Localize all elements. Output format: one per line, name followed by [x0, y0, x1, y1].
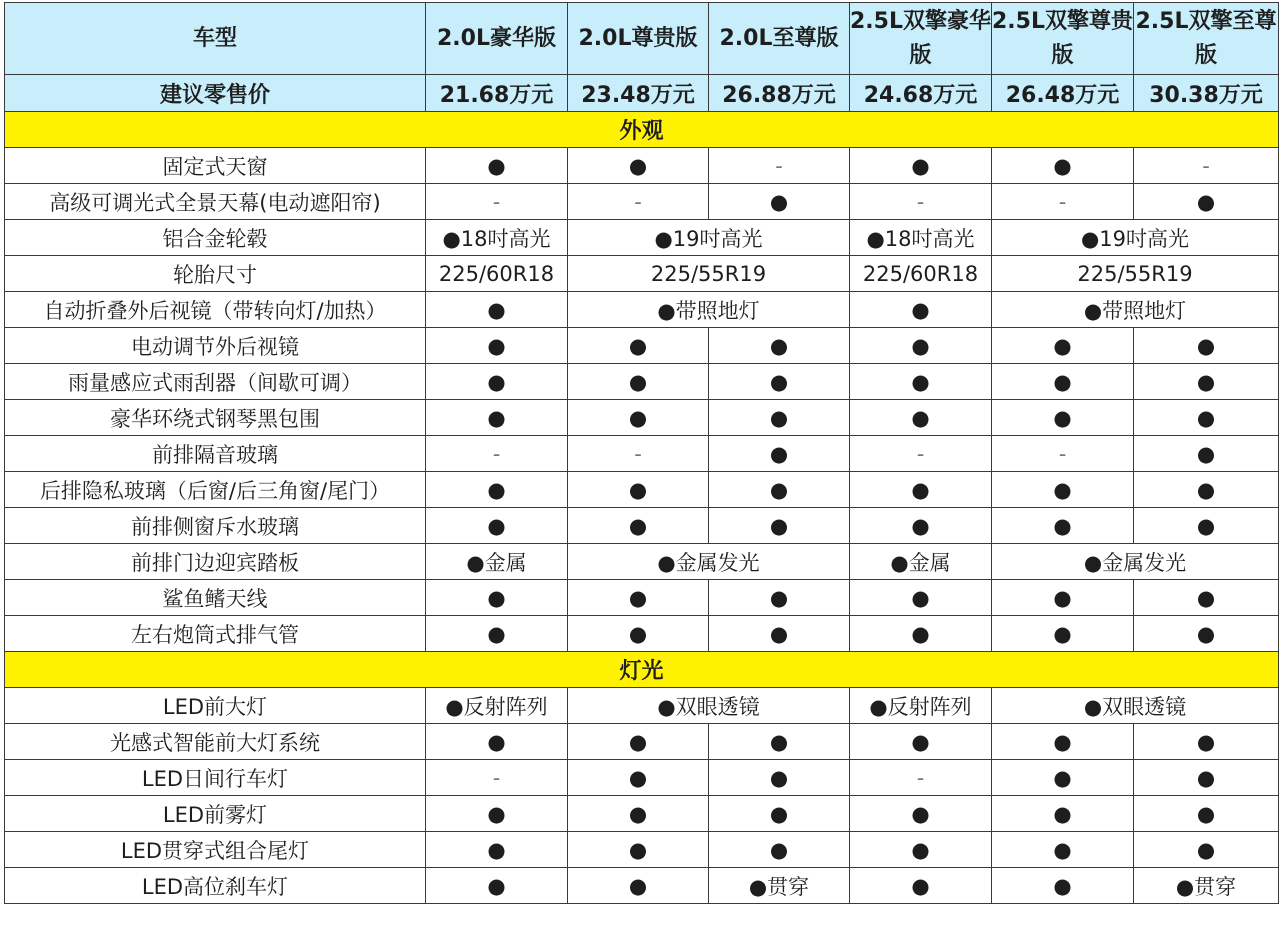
feature-value: ● [426, 616, 568, 652]
feature-value: ● [992, 796, 1134, 832]
feature-value: ● [1134, 832, 1279, 868]
feature-row [5, 184, 1279, 220]
feature-value: ● [1134, 184, 1279, 220]
feature-value: ● [568, 328, 709, 364]
feature-value: ● [709, 796, 850, 832]
feature-row [5, 868, 1279, 904]
header-model-label: 车型 [5, 3, 426, 75]
feature-name: 前排门边迎宾踏板 [5, 544, 426, 580]
feature-value: ● [992, 868, 1134, 904]
feature-value: ● [850, 400, 992, 436]
feature-value: ● [426, 364, 568, 400]
feature-value-dash: - [992, 184, 1134, 220]
feature-value: ● [426, 832, 568, 868]
feature-value: ● [992, 400, 1134, 436]
feature-row [5, 436, 1279, 472]
feature-row [5, 796, 1279, 832]
section-header-row [5, 652, 1279, 688]
feature-value: ● [709, 724, 850, 760]
feature-value: ● [709, 832, 850, 868]
feature-name: 前排侧窗斥水玻璃 [5, 508, 426, 544]
feature-value: ● [1134, 580, 1279, 616]
feature-value: ● [568, 148, 709, 184]
feature-value: ●金属 [850, 544, 992, 580]
feature-row [5, 544, 1279, 580]
feature-value: ● [426, 508, 568, 544]
price-value: 21.68万元 [426, 75, 568, 112]
section-title-lighting: 灯光 [5, 652, 1279, 688]
feature-value: ● [850, 724, 992, 760]
section-title-exterior: 外观 [5, 112, 1279, 148]
feature-value-dash: - [426, 760, 568, 796]
feature-value: ● [992, 328, 1134, 364]
feature-value: ●贯穿 [709, 868, 850, 904]
feature-value: ● [568, 508, 709, 544]
feature-value: ● [992, 580, 1134, 616]
feature-value: ● [1134, 472, 1279, 508]
feature-value: ● [1134, 436, 1279, 472]
feature-name: 后排隐私玻璃（后窗/后三角窗/尾门） [5, 472, 426, 508]
feature-value-dash: - [850, 436, 992, 472]
feature-value: ● [1134, 328, 1279, 364]
feature-value: ●贯穿 [1134, 868, 1279, 904]
feature-value: ● [709, 400, 850, 436]
feature-value-dash: - [568, 436, 709, 472]
price-row [5, 75, 1279, 112]
feature-name: LED日间行车灯 [5, 760, 426, 796]
feature-value: ● [850, 364, 992, 400]
feature-value: ● [850, 148, 992, 184]
header-row [5, 3, 1279, 75]
price-value: 30.38万元 [1134, 75, 1279, 112]
feature-name: 前排隔音玻璃 [5, 436, 426, 472]
feature-value-dash: - [709, 148, 850, 184]
feature-value: ● [992, 364, 1134, 400]
feature-value: ● [568, 400, 709, 436]
header-trim: 2.5L双擎尊贵版 [992, 3, 1134, 75]
feature-value: ● [709, 364, 850, 400]
header-trim: 2.0L尊贵版 [568, 3, 709, 75]
feature-name: 鲨鱼鳍天线 [5, 580, 426, 616]
feature-value: ● [709, 508, 850, 544]
feature-row [5, 724, 1279, 760]
feature-value: ● [568, 364, 709, 400]
feature-row [5, 832, 1279, 868]
feature-name: 高级可调光式全景天幕(电动遮阳帘) [5, 184, 426, 220]
feature-value: ● [426, 868, 568, 904]
feature-value: ● [568, 580, 709, 616]
feature-value: ● [568, 796, 709, 832]
feature-value: ●双眼透镜 [992, 688, 1279, 724]
feature-value: ● [709, 760, 850, 796]
price-label: 建议零售价 [5, 75, 426, 112]
feature-value: ● [850, 580, 992, 616]
feature-name: LED贯穿式组合尾灯 [5, 832, 426, 868]
price-value: 26.48万元 [992, 75, 1134, 112]
feature-value-dash: - [850, 760, 992, 796]
feature-value-dash: - [568, 184, 709, 220]
feature-value: 225/60R18 [426, 256, 568, 292]
feature-value-dash: - [426, 184, 568, 220]
feature-value-dash: - [850, 184, 992, 220]
feature-value: ●18吋高光 [850, 220, 992, 256]
feature-value: ● [992, 148, 1134, 184]
feature-value: ● [1134, 400, 1279, 436]
feature-value: ● [850, 508, 992, 544]
feature-value: ● [426, 580, 568, 616]
feature-name: 电动调节外后视镜 [5, 328, 426, 364]
header-trim: 2.5L双擎至尊版 [1134, 3, 1279, 75]
feature-row [5, 292, 1279, 328]
feature-value: ● [850, 868, 992, 904]
feature-value: ● [850, 328, 992, 364]
feature-value: ● [426, 724, 568, 760]
feature-value: ● [568, 724, 709, 760]
feature-value: ● [568, 616, 709, 652]
feature-value: ● [992, 760, 1134, 796]
feature-value: ● [1134, 796, 1279, 832]
lighting-section [5, 652, 1279, 904]
feature-name: 固定式天窗 [5, 148, 426, 184]
feature-value: ● [1134, 364, 1279, 400]
feature-row [5, 472, 1279, 508]
feature-row [5, 220, 1279, 256]
feature-value: ● [709, 472, 850, 508]
feature-value: ● [709, 184, 850, 220]
price-value: 23.48万元 [568, 75, 709, 112]
feature-value: ● [992, 508, 1134, 544]
feature-value: ● [426, 796, 568, 832]
feature-value: ● [426, 148, 568, 184]
feature-value: ● [568, 760, 709, 796]
feature-row [5, 256, 1279, 292]
feature-row [5, 364, 1279, 400]
feature-value: ● [992, 832, 1134, 868]
feature-value-dash: - [426, 436, 568, 472]
feature-value: ● [568, 868, 709, 904]
feature-value: ●带照地灯 [992, 292, 1279, 328]
header-trim: 2.0L豪华版 [426, 3, 568, 75]
feature-value: ●反射阵列 [850, 688, 992, 724]
feature-value: ● [850, 472, 992, 508]
feature-value: 225/60R18 [850, 256, 992, 292]
header-trim: 2.0L至尊版 [709, 3, 850, 75]
feature-value: ● [426, 292, 568, 328]
spec-table [4, 2, 1279, 904]
feature-value: ● [709, 436, 850, 472]
feature-value: ● [850, 832, 992, 868]
feature-value: ●金属 [426, 544, 568, 580]
feature-name: 铝合金轮毂 [5, 220, 426, 256]
feature-value: ●金属发光 [992, 544, 1279, 580]
feature-value: 225/55R19 [568, 256, 850, 292]
feature-value-dash: - [1134, 148, 1279, 184]
feature-row [5, 508, 1279, 544]
feature-name: 光感式智能前大灯系统 [5, 724, 426, 760]
price-value: 26.88万元 [709, 75, 850, 112]
exterior-section [5, 112, 1279, 652]
feature-value-dash: - [992, 436, 1134, 472]
feature-row [5, 580, 1279, 616]
feature-value: ● [568, 832, 709, 868]
feature-value: ● [426, 472, 568, 508]
feature-value: ●19吋高光 [568, 220, 850, 256]
feature-value: ●19吋高光 [992, 220, 1279, 256]
feature-value: ● [1134, 760, 1279, 796]
feature-row [5, 328, 1279, 364]
feature-value: ● [850, 796, 992, 832]
feature-value: ● [992, 724, 1134, 760]
feature-name: LED前大灯 [5, 688, 426, 724]
feature-value: ● [1134, 616, 1279, 652]
feature-name: LED高位刹车灯 [5, 868, 426, 904]
feature-value: ●反射阵列 [426, 688, 568, 724]
feature-row [5, 400, 1279, 436]
feature-value: ●18吋高光 [426, 220, 568, 256]
feature-row [5, 148, 1279, 184]
feature-name: 轮胎尺寸 [5, 256, 426, 292]
feature-value: ● [850, 616, 992, 652]
feature-row [5, 760, 1279, 796]
feature-value: ● [709, 580, 850, 616]
section-header-row [5, 112, 1279, 148]
feature-value: ● [426, 400, 568, 436]
feature-value: ● [1134, 724, 1279, 760]
feature-value: 225/55R19 [992, 256, 1279, 292]
feature-name: LED前雾灯 [5, 796, 426, 832]
header-trim: 2.5L双擎豪华版 [850, 3, 992, 75]
feature-value: ● [1134, 508, 1279, 544]
feature-name: 豪华环绕式钢琴黑包围 [5, 400, 426, 436]
feature-value: ● [992, 616, 1134, 652]
feature-row [5, 688, 1279, 724]
feature-name: 左右炮筒式排气管 [5, 616, 426, 652]
feature-value: ● [568, 472, 709, 508]
feature-value: ● [709, 616, 850, 652]
feature-name: 自动折叠外后视镜（带转向灯/加热） [5, 292, 426, 328]
feature-value: ● [992, 472, 1134, 508]
feature-name: 雨量感应式雨刮器（间歇可调） [5, 364, 426, 400]
feature-value: ● [426, 328, 568, 364]
feature-row [5, 616, 1279, 652]
feature-value: ●带照地灯 [568, 292, 850, 328]
feature-value: ●双眼透镜 [568, 688, 850, 724]
price-value: 24.68万元 [850, 75, 992, 112]
feature-value: ● [709, 328, 850, 364]
feature-value: ●金属发光 [568, 544, 850, 580]
feature-value: ● [850, 292, 992, 328]
